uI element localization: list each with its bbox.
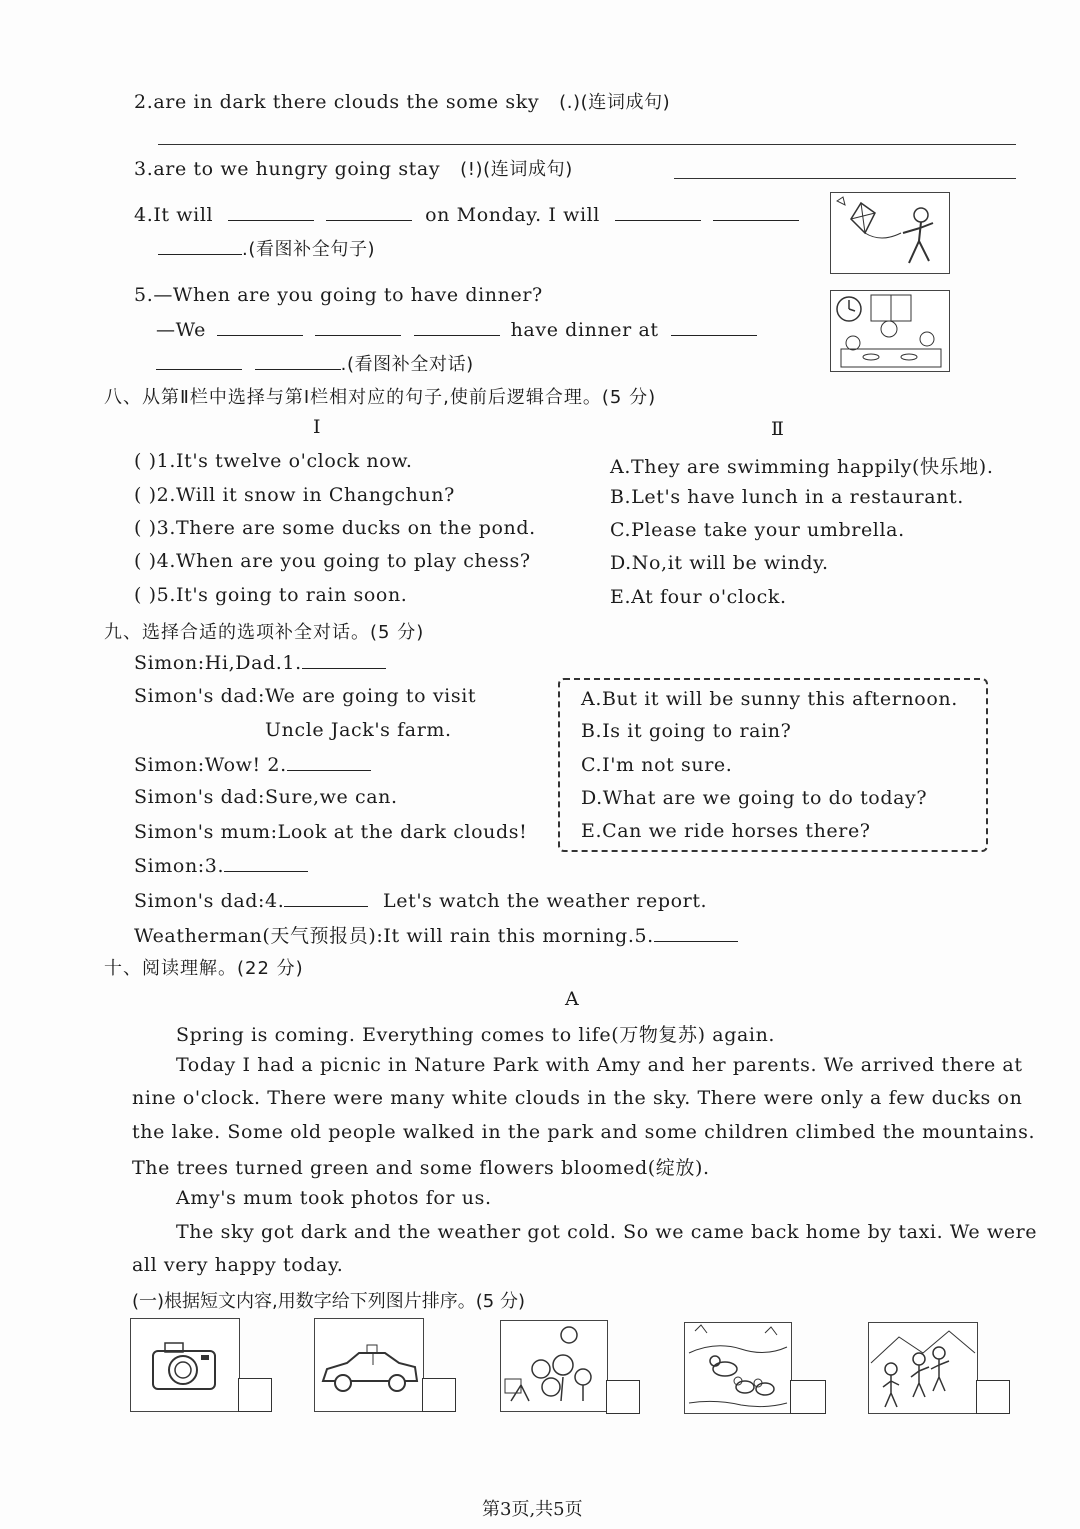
q4-blank-4[interactable] [713,202,799,221]
dialog-line-3: Uncle Jack's farm. [265,719,452,741]
option-D: D.What are we going to do today? [581,787,928,809]
dialog-blank-3[interactable] [224,853,308,872]
q5-blank-4[interactable] [671,317,757,336]
passage-title: A [565,988,580,1010]
dialog-blank-5[interactable] [654,923,738,942]
camera-picture [130,1318,240,1412]
children-number-box[interactable] [976,1380,1010,1414]
section10-sub1: (一)根据短文内容,用数字给下列图片排序。(5 分) [132,1291,525,1312]
kite-picture [830,192,950,274]
passage-p4b: all very happy today. [132,1254,344,1276]
taxi-picture [314,1318,424,1412]
q5-line1: 5.—When are you going to have dinner? [134,284,543,306]
dialog-line-2: Simon's dad:We are going to visit [134,685,477,707]
page-footer: 第3页,共5页 [482,1499,583,1520]
option-C: C.I'm not sure. [581,754,733,776]
dialog-line-5: Simon's dad:Sure,we can. [134,786,398,808]
dialog-line-1: Simon:Hi,Dad.1. [134,650,386,674]
q5-blank-6[interactable] [255,351,341,370]
passage-p2d: The trees turned green and some flowers bloomed(绽放). [132,1157,710,1179]
section8-right-A: A.They are swimming happily(快乐地). [610,456,994,478]
taxi-number-box[interactable] [422,1378,456,1412]
dialog-line-7: Simon:3. [134,853,308,877]
section8-left-5[interactable]: ( )5.It's going to rain soon. [134,584,408,606]
section8-right-E: E.At four o'clock. [610,586,787,608]
camera-number-box[interactable] [238,1378,272,1412]
section8-col2-heading: Ⅱ [771,418,785,440]
section8-left-1[interactable]: ( )1.It's twelve o'clock now. [134,450,413,472]
section10-title: 十、阅读理解。(22 分) [104,958,304,979]
flowers-number-box[interactable] [606,1380,640,1414]
dialog-line-6: Simon's mum:Look at the dark clouds! [134,821,528,843]
q5-line3: .(看图补全对话) [156,350,474,376]
passage-p4a: The sky got dark and the weather got cold. So we came back home by taxi. We were [176,1221,1038,1243]
dialog-blank-2[interactable] [287,752,371,771]
option-E: E.Can we ride horses there? [581,820,871,842]
option-A: A.But it will be sunny this afternoon. [581,688,958,710]
children-picture [868,1322,978,1414]
section8-col1-heading: Ⅰ [313,416,322,438]
dialog-line-4: Simon:Wow! 2. [134,752,371,776]
q5-blank-5[interactable] [156,351,242,370]
section8-left-4[interactable]: ( )4.When are you going to play chess? [134,550,531,572]
q4-line2: .(看图补全句子) [158,235,375,261]
section9-title: 九、选择合适的选项补全对话。(5 分) [104,622,425,643]
q5-line2: —We have dinner at [156,317,757,341]
ducks-picture [684,1322,792,1414]
flowers-picture [500,1320,608,1412]
q3-words: 3.are to we hungry going stay (!)(连词成句) [134,158,573,180]
dialog-blank-1[interactable] [302,650,386,669]
q5-blank-3[interactable] [414,317,500,336]
q4-blank-1[interactable] [228,202,314,221]
passage-p2a: Today I had a picnic in Nature Park with Amy and her parents. We arrived there at [176,1054,1023,1076]
option-B: B.Is it going to rain? [581,720,792,742]
q2-answer-line[interactable] [158,144,1016,145]
ducks-number-box[interactable] [790,1380,826,1414]
q4-blank-5[interactable] [158,236,242,255]
q2-words: 2.are in dark there clouds the some sky (.)(连词成句) [134,91,671,113]
section8-right-C: C.Please take your umbrella. [610,519,905,541]
section8-left-3[interactable]: ( )3.There are some ducks on the pond. [134,517,536,539]
q4-line1: 4.It will on Monday. I will [134,202,799,226]
section8-title: 八、从第Ⅱ栏中选择与第Ⅰ栏相对应的句子,使前后逻辑合理。(5 分) [104,387,657,408]
dialog-line-8: Simon's dad:4. Let's watch the weather report. [134,890,708,912]
section8-left-2[interactable]: ( )2.Will it snow in Changchun? [134,484,455,506]
q4-blank-2[interactable] [326,202,412,221]
q5-blank-1[interactable] [217,317,303,336]
passage-p2c: the lake. Some old people walked in the park and some children climbed the mountains. [132,1121,1036,1143]
section8-right-D: D.No,it will be windy. [610,552,829,574]
dinner-picture [830,290,950,372]
passage-p2b: nine o'clock. There were many white clouds in the sky. There were only a few ducks on [132,1087,1023,1109]
q4-blank-3[interactable] [615,202,701,221]
dialog-line-9: Weatherman(天气预报员):It will rain this morning.5. [134,921,738,948]
q5-blank-2[interactable] [315,317,401,336]
dialog-blank-4[interactable] [284,888,368,907]
passage-p3: Amy's mum took photos for us. [176,1187,492,1209]
passage-p1: Spring is coming. Everything comes to life(万物复苏) again. [176,1024,776,1046]
q3-answer-line[interactable] [674,178,1016,179]
section8-right-B: B.Let's have lunch in a restaurant. [610,486,964,508]
